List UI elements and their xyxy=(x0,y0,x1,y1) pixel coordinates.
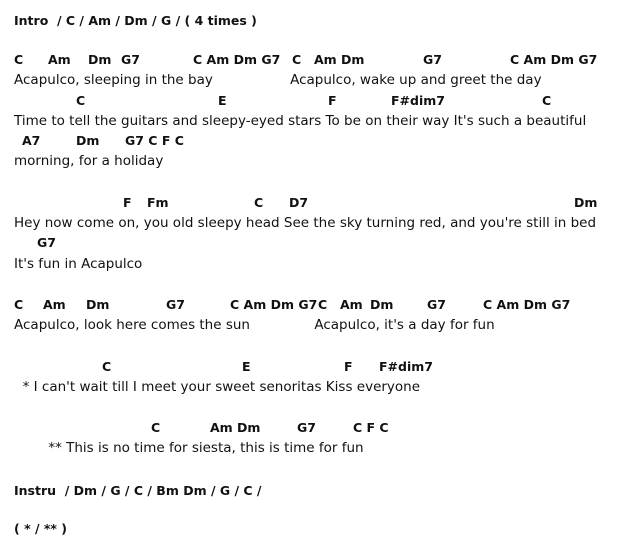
lyric-line: ** This is no time for siesta, this is time for fun xyxy=(14,440,364,456)
chord: G7 xyxy=(297,420,316,435)
chord: Am xyxy=(43,297,66,312)
chord: Am Dm xyxy=(314,52,365,67)
chord: F xyxy=(328,93,337,108)
chord: G7 xyxy=(37,235,56,250)
outro-line: ( * / ** ) xyxy=(14,521,68,536)
chord: C xyxy=(102,359,112,374)
lyric-line: Hey now come on, you old sleepy head See the sky turning red, and you're still in bed xyxy=(14,215,597,231)
chord: D7 xyxy=(289,195,309,210)
chord: E xyxy=(218,93,227,108)
chord: C xyxy=(254,195,264,210)
chord: C Am Dm G7 xyxy=(193,52,281,67)
chord: G7 xyxy=(423,52,442,67)
chord: Am xyxy=(48,52,71,67)
chord: C xyxy=(14,297,24,312)
lyric-line: Acapulco, look here comes the sun Acapulco, it's a day for fun xyxy=(14,317,495,333)
chord: C Am Dm G7 xyxy=(230,297,318,312)
chord: Dm xyxy=(76,133,100,148)
chord: F xyxy=(344,359,353,374)
chord: Dm xyxy=(86,297,110,312)
chord: F#dim7 xyxy=(391,93,445,108)
chord: C xyxy=(542,93,552,108)
chord: Dm xyxy=(574,195,598,210)
chord: C Am Dm G7 xyxy=(510,52,598,67)
chord: Am Dm xyxy=(210,420,261,435)
chord: F xyxy=(123,195,132,210)
chord: C xyxy=(14,52,24,67)
intro-line: Intro / C / Am / Dm / G / ( 4 times ) xyxy=(14,13,257,28)
chord: Dm xyxy=(370,297,394,312)
chord: E xyxy=(242,359,251,374)
instru-line: Instru / Dm / G / C / Bm Dm / G / C / xyxy=(14,483,262,498)
chord: F#dim7 xyxy=(379,359,433,374)
chord: Dm xyxy=(88,52,112,67)
lyric-line: Time to tell the guitars and sleepy-eyed stars To be on their way It's such a beautiful xyxy=(14,113,587,129)
chord: C xyxy=(292,52,302,67)
lyric-line: It's fun in Acapulco xyxy=(14,256,143,272)
chord: C xyxy=(151,420,161,435)
chord: G7 C F C xyxy=(125,133,184,148)
chord: C F C xyxy=(353,420,389,435)
lyric-line: Acapulco, sleeping in the bay Acapulco, wake up and greet the day xyxy=(14,72,542,88)
chord: A7 xyxy=(22,133,41,148)
chord: C Am Dm G7 xyxy=(483,297,571,312)
chord: G7 xyxy=(166,297,185,312)
chord: Fm xyxy=(147,195,169,210)
lyric-line: morning, for a holiday xyxy=(14,153,164,169)
lyric-line: * I can't wait till I meet your sweet senoritas Kiss everyone xyxy=(14,379,421,395)
chord: C xyxy=(76,93,86,108)
chord: G7 xyxy=(121,52,140,67)
chord: C xyxy=(318,297,328,312)
chord: G7 xyxy=(427,297,446,312)
chord: Am xyxy=(340,297,363,312)
